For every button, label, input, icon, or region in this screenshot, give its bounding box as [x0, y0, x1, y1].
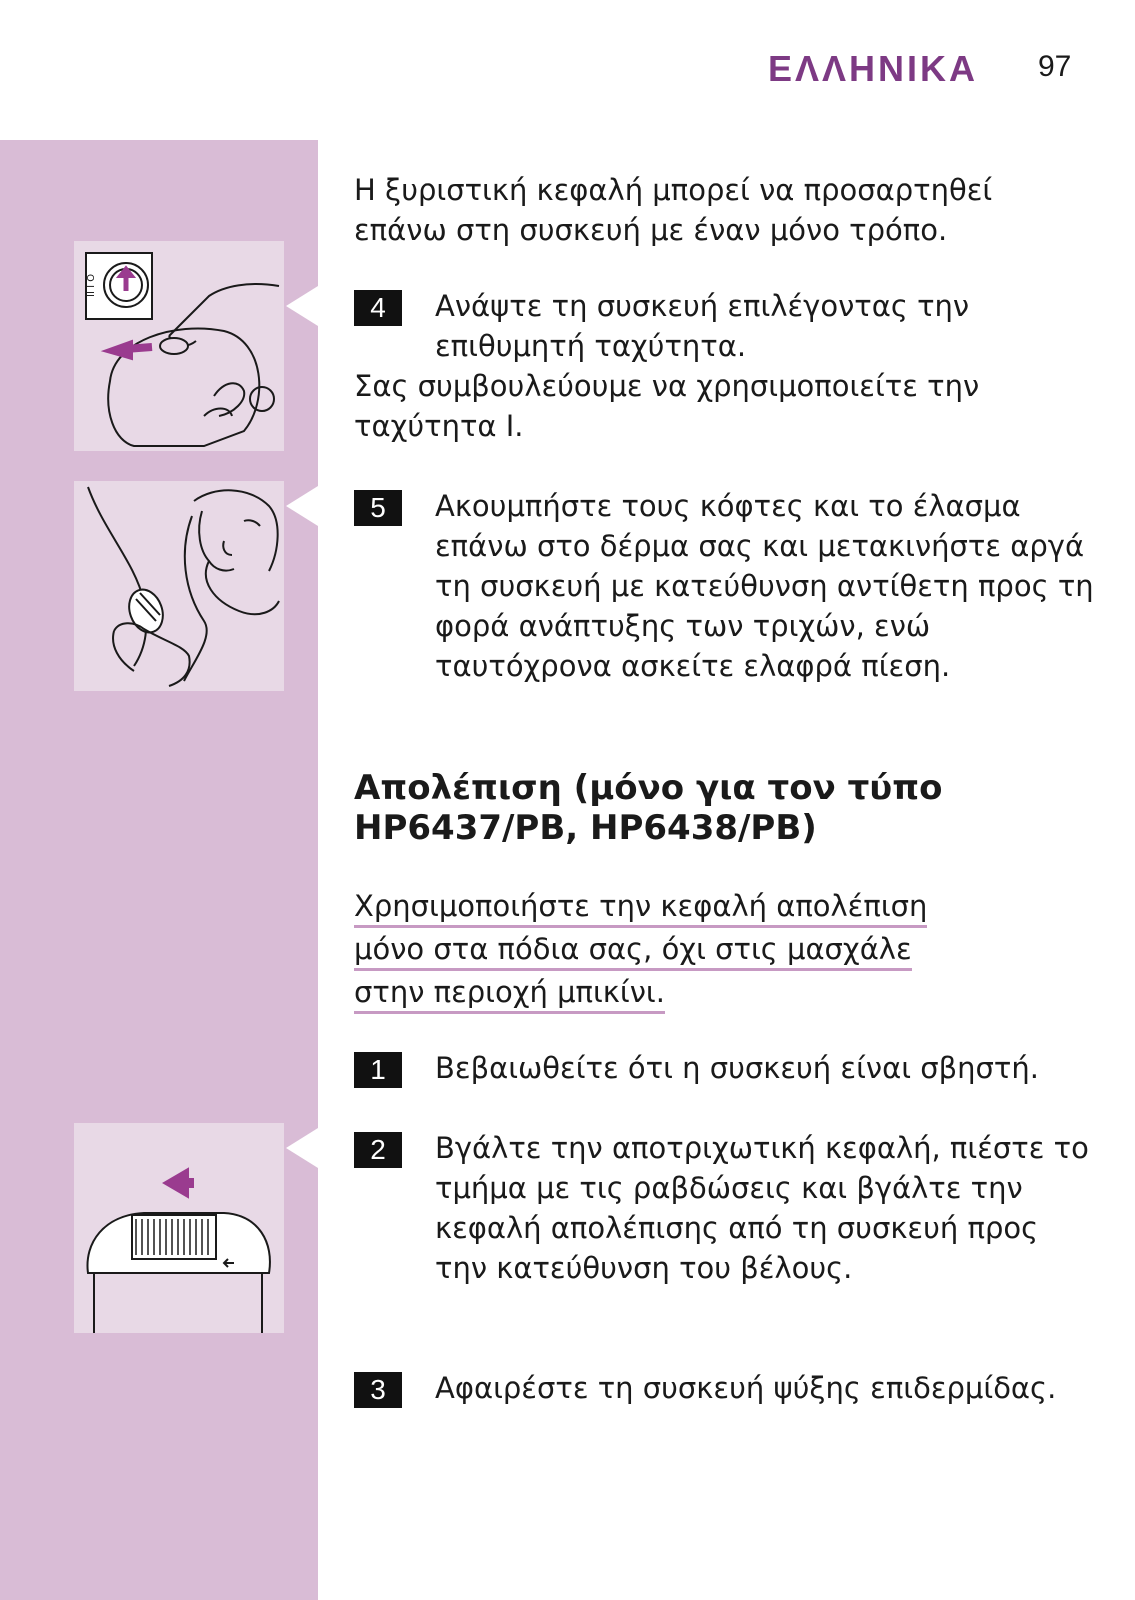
- header-language: ΕΛΛΗΝΙΚΑ: [768, 48, 979, 89]
- warning-line: Χρησιμοποιήστε την κεφαλή απολέπιση: [354, 888, 927, 928]
- step-number-badge: 3: [354, 1372, 402, 1408]
- exfoliation-head-removal-illustration: [74, 1123, 284, 1333]
- step-text: Αφαιρέστε τη συσκευή ψύξης επιδερμίδας.: [435, 1371, 1057, 1405]
- underarm-epilation-illustration: [74, 481, 284, 691]
- step-text: Ακουμπήστε τους κόφτες και το έλασμα επάνω στο δέρμα σας και μετακινήστε αργά τη συσκευή με κατεύθυνση αντίθετη προς τη φορά ανάπτυξης των τριχών, ενώ ταυτόχρονα ασκείτε ελαφρά πίεση.: [435, 489, 1094, 683]
- switch-labels: II I O: [86, 273, 97, 297]
- advice-text: Σας συμβουλεύουμε να χρησιμοποιείτε την ταχύτητα I.: [354, 369, 980, 443]
- warning-line: μόνο στα πόδια σας, όχι στις μασχάλε: [354, 931, 912, 971]
- step-text: Βγάλτε την αποτριχωτική κεφαλή, πιέστε το τμήμα με τις ραβδώσεις και βγάλτε την κεφαλή απολέπισης από τη συσκευή προς την κατεύθυνση του βέλους.: [435, 1131, 1089, 1285]
- page-number: 97: [1038, 50, 1072, 83]
- step-number-badge: 1: [354, 1052, 402, 1088]
- step-number-badge: 4: [354, 290, 402, 326]
- step-text: Ανάψτε τη συσκευή επιλέγοντας την επιθυμητή ταχύτητα.: [435, 289, 970, 363]
- step-text: Βεβαιωθείτε ότι η συσκευή είναι σβηστή.: [435, 1051, 1039, 1085]
- step-number-badge: 2: [354, 1132, 402, 1168]
- warning-note: [354, 888, 927, 1017]
- illustration-pointer: [286, 486, 318, 526]
- power-button-illustration: [74, 241, 284, 451]
- illustration-pointer: [286, 1128, 318, 1168]
- step-number-badge: 5: [354, 490, 402, 526]
- illustration-pointer: [286, 286, 318, 326]
- section-heading: Απολέπιση (μόνο για τον τύπο HP6437/PB, HP6438/PB): [354, 768, 943, 848]
- warning-line: στην περιοχή μπικίνι.: [354, 974, 665, 1014]
- intro-text: Η ξυριστική κεφαλή μπορεί να προσαρτηθεί επάνω στη συσκευή με έναν μόνο τρόπο.: [354, 173, 993, 247]
